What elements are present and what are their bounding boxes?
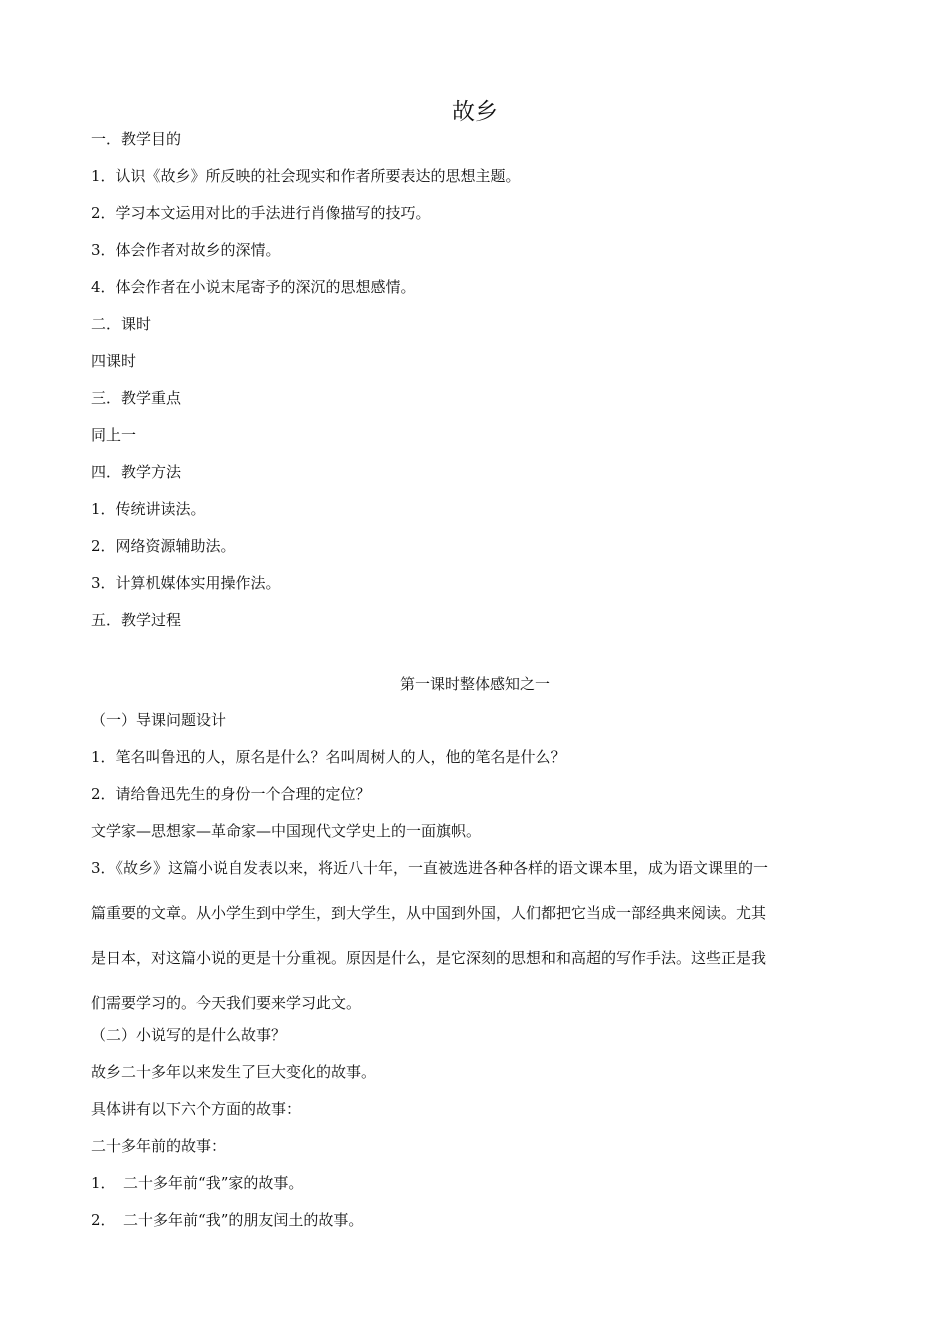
class-hours-value: 四课时	[91, 352, 137, 370]
objective-item: 2．学习本文运用对比的手法进行肖像描写的技巧。	[91, 204, 431, 222]
body-text: 具体讲有以下六个方面的故事：	[91, 1100, 302, 1118]
section-heading-methods: 四．教学方法	[91, 463, 182, 481]
method-item: 1．传统讲读法。	[91, 500, 206, 518]
subsection-heading: （二）小说写的是什么故事？	[91, 1026, 287, 1044]
question-item: 1．笔名叫鲁迅的人，原名是什么？名叫周树人的人，他的笔名是什么？	[91, 748, 566, 766]
section-heading-objectives: 一．教学目的	[91, 130, 182, 148]
lesson-heading: 第一课时整体感知之一	[399, 675, 550, 693]
objective-item: 1．认识《故乡》所反映的社会现实和作者所要表达的思想主题。	[91, 167, 521, 185]
question-item: 2．请给鲁迅先生的身份一个合理的定位？	[91, 785, 371, 803]
method-item: 3．计算机媒体实用操作法。	[91, 574, 281, 592]
method-item: 2．网络资源辅助法。	[91, 537, 236, 555]
paragraph-line: 3．《故乡》这篇小说自发表以来，将近八十年，一直被选进各种各样的语文课本里，成为语文课里的一	[91, 859, 769, 877]
paragraph-line: 是日本，对这篇小说的更是十分重视。原因是什么，是它深刻的思想和和高超的写作手法。这些正是我	[91, 949, 767, 967]
section-heading-class-hours: 二．课时	[91, 315, 152, 333]
body-text: 故乡二十多年以来发生了巨大变化的故事。	[91, 1063, 377, 1081]
document-title: 故乡	[452, 99, 498, 125]
section-heading-process: 五．教学过程	[91, 611, 182, 629]
paragraph-line: 们需要学习的。今天我们要来学习此文。	[91, 994, 362, 1012]
body-text: 二十多年前的故事：	[91, 1137, 227, 1155]
section-heading-key-points: 三．教学重点	[91, 389, 182, 407]
objective-item: 4．体会作者在小说末尾寄予的深沉的思想感情。	[91, 278, 416, 296]
story-item: 1． 二十多年前“我”家的故事。	[91, 1174, 304, 1192]
paragraph-line: 篇重要的文章。从小学生到中学生，到大学生，从中国到外国，人们都把它当成一部经典来阅读。尤其	[91, 904, 767, 922]
story-item: 2． 二十多年前“我”的朋友闰土的故事。	[91, 1211, 364, 1229]
subsection-heading: （一）导课问题设计	[91, 711, 227, 729]
answer-text: 文学家—思想家—革命家—中国现代文学史上的一面旗帜。	[91, 822, 482, 840]
key-points-value: 同上一	[91, 426, 137, 444]
objective-item: 3．体会作者对故乡的深情。	[91, 241, 281, 259]
